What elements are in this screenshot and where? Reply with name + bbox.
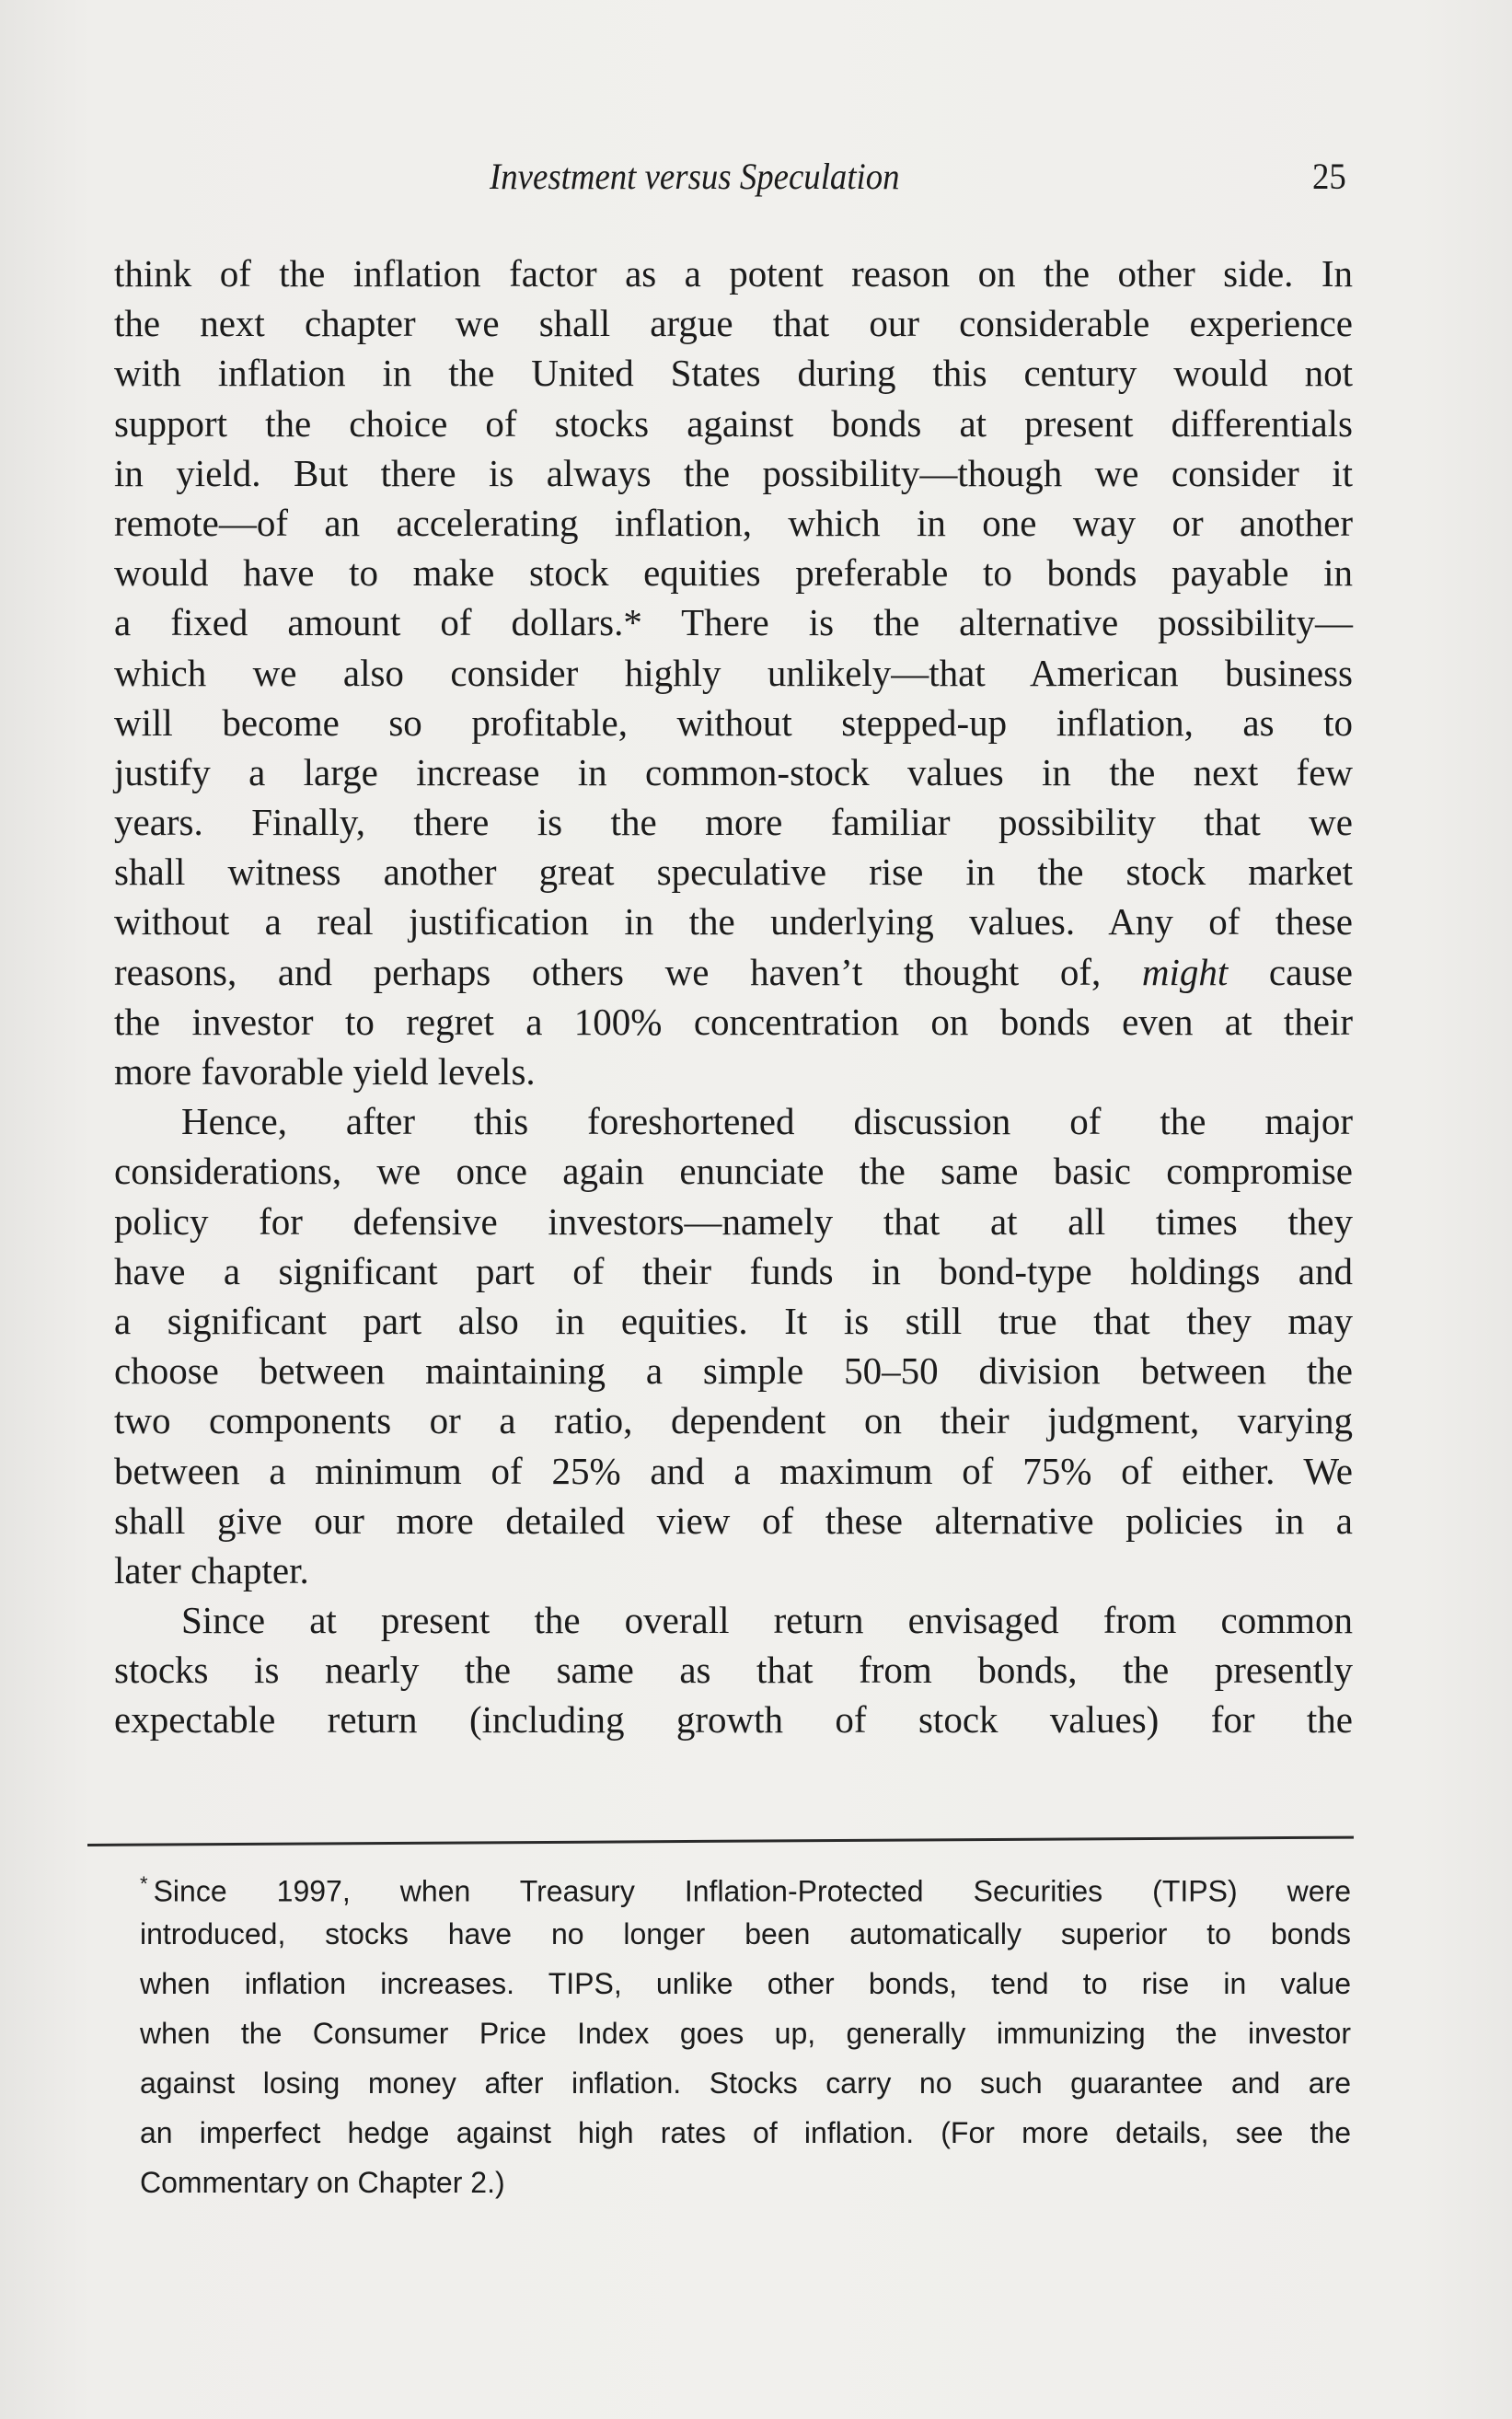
footnote-line: when the Consumer Price Index goes up, generally immunizing the investor <box>140 2017 1351 2050</box>
body-line: have a significant part of their funds in bond-type holdings and <box>114 1249 1353 1292</box>
body-line: expectable return (including growth of stock values) for the <box>114 1698 1353 1742</box>
footnote-line-text: Since 1997, when Treasury Inflation-Protected Securities (TIPS) were <box>153 1874 1351 1908</box>
body-line: in yield. But there is always the possibility—though we consider it <box>114 451 1353 494</box>
body-line: the investor to regret a 100% concentration on bonds even at their <box>114 1000 1353 1043</box>
footnote-marker: * <box>140 1872 148 1895</box>
body-line-paragraph-end: later chapter. <box>114 1548 309 1591</box>
body-line: two components or a ratio, dependent on their judgment, varying <box>114 1399 1353 1442</box>
page-number: 25 <box>1312 156 1346 197</box>
body-line: years. Finally, there is the more familiar possibility that we <box>114 801 1353 844</box>
footnote-line: against losing money after inflation. Stocks carry no such guarantee and are <box>140 2066 1351 2100</box>
running-title: Investment versus Speculation <box>490 156 900 197</box>
body-line: with inflation in the United States during this century would not <box>114 352 1353 395</box>
body-line-paragraph-start: Hence, after this foreshortened discussion of the major <box>181 1100 1353 1143</box>
body-line-emphasis <box>114 947 1353 997</box>
body-line: which we also consider highly unlikely—that American business <box>114 651 1353 694</box>
body-line-footnote-ref: a fixed amount of dollars.* There is the alternative possibility— <box>114 601 1353 644</box>
running-head <box>0 155 1512 210</box>
body-line: think of the inflation factor as a potent reason on the other side. In <box>114 252 1353 295</box>
footnote-line: when inflation increases. TIPS, unlike other bonds, tend to rise in value <box>140 1967 1351 2000</box>
body-line: choose between maintaining a simple 50–50 division between the <box>114 1349 1353 1393</box>
body-line: the next chapter we shall argue that our considerable experience <box>114 302 1353 345</box>
body-line: between a minimum of 25% and a maximum of 75% of either. We <box>114 1449 1353 1492</box>
footnote-line: introduced, stocks have no longer been automatically superior to bonds <box>140 1917 1351 1950</box>
body-line: remote—of an accelerating inflation, which in one way or another <box>114 501 1353 544</box>
body-line: support the choice of stocks against bonds at present differentials <box>114 401 1353 445</box>
line-text-before: reasons, and perhaps others we haven’t thought of, <box>114 950 1142 993</box>
body-line: stocks is nearly the same as that from bonds, the presently <box>114 1649 1353 1692</box>
body-line: without a real justification in the underlying values. Any of these <box>114 900 1353 943</box>
body-line: policy for defensive investors—namely that at all times they <box>114 1199 1353 1243</box>
footnote-divider <box>87 1836 1354 1846</box>
body-text <box>114 249 1353 1745</box>
footnote-line <box>140 1859 1351 1909</box>
footnote-line: Commentary on Chapter 2.) <box>140 2166 505 2199</box>
body-line: shall give our more detailed view of these alternative policies in a <box>114 1499 1353 1542</box>
footnote-line: an imperfect hedge against high rates of inflation. (For more details, see the <box>140 2116 1351 2149</box>
line-text-after: cause <box>1228 950 1353 993</box>
body-line: a significant part also in equities. It is still true that they may <box>114 1299 1353 1342</box>
footnote <box>140 1859 1351 2207</box>
body-line: shall witness another great speculative rise in the stock market <box>114 851 1353 894</box>
body-line: considerations, we once again enunciate the same basic compromise <box>114 1150 1353 1193</box>
body-line-paragraph-end: more favorable yield levels. <box>114 1050 536 1093</box>
body-line: will become so profitable, without stepped-up inflation, as to <box>114 700 1353 744</box>
emphasis-might: might <box>1141 950 1229 993</box>
body-line: would have to make stock equities preferable to bonds payable in <box>114 551 1353 595</box>
body-line-paragraph-start: Since at present the overall return envisaged from common <box>181 1599 1353 1642</box>
body-line: justify a large increase in common-stock values in the next few <box>114 750 1353 793</box>
